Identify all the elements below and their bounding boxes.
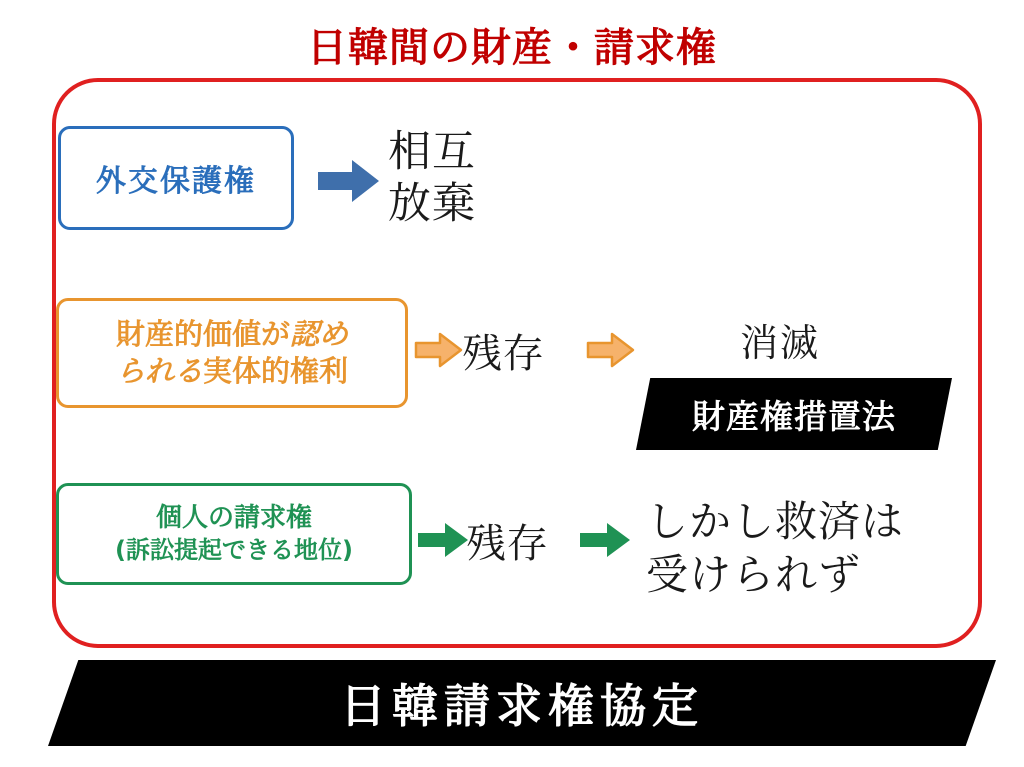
right-arrow-icon-orange-2 [586,332,636,368]
box-property-value-rights-line2-italic: られる [115,354,203,388]
box-property-value-rights-line1 [116,316,348,353]
result-no-remedy [646,496,904,601]
box-diplomatic-protection [58,126,294,230]
footer-agreement-banner [48,660,996,746]
status-remaining-individual: 残存 [466,521,548,567]
law-badge-label: 財産権措置法 [692,396,896,436]
right-arrow-icon-green-2 [580,522,632,558]
box-individual-claims-line2: (訴訟提起できる地位) [115,536,353,565]
box-individual-claims [56,483,412,585]
law-badge-property-measures [636,378,952,450]
footer-banner-label: 日韓請求権協定 [340,679,704,733]
result-no-remedy-line1: しかし救済は [646,497,905,546]
right-arrow-icon-green-1 [418,522,470,558]
box-property-value-rights-line1-italic: 認め [290,316,349,351]
result-mutual-waiver-line1: 相互 [388,127,476,177]
box-property-value-rights-line2 [116,353,348,390]
page-title: 日韓間の財産・請求権 [307,25,717,71]
box-diplomatic-protection-label: 外交保護権 [96,164,256,199]
box-individual-claims-line1: 個人の請求権 [155,502,312,533]
result-mutual-waiver [388,126,476,231]
right-arrow-icon-orange-1 [414,332,464,368]
right-arrow-icon-blue [318,160,380,202]
box-property-value-rights [56,298,408,408]
result-mutual-waiver-line2: 放棄 [388,179,476,230]
box-property-value-rights-line2-plain: 実体的権利 [203,354,349,388]
status-remaining-property: 残存 [462,331,544,377]
status-extinguished: 消滅 [740,321,821,365]
result-no-remedy-line2: 受けられず [646,549,862,599]
box-property-value-rights-line1-plain: 財産的価値が [115,316,290,351]
